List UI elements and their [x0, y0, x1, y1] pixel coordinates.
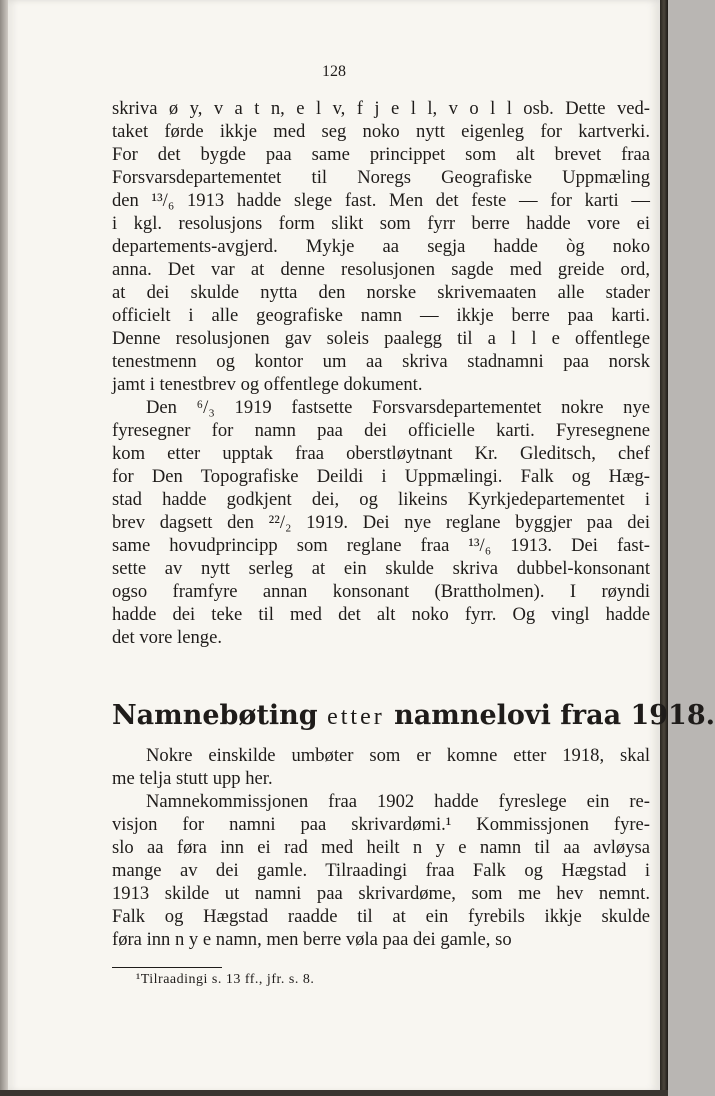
text-line: taket førde ikkje med seg noko nytt eigenleg for kartverki.: [112, 121, 650, 142]
text-line: mange av dei gamle. Tilraadingi fraa Falk og Hægstad i: [112, 860, 650, 881]
text-line: officielt i alle geografiske namn — ikkje berre paa karti.: [112, 305, 650, 326]
text-line: sette av nytt serleg at ein skulde skriva dubbel-konsonant: [112, 558, 650, 579]
paragraph-3: [112, 744, 650, 790]
text-line: stad hadde godkjent dei, og likeins Kyrkjedepartementet i: [112, 489, 650, 510]
heading-part-1: Namnebøting: [112, 700, 318, 731]
body-text-top: [112, 97, 650, 649]
text-line: brev dagsett den ²²/₂ 1919. Dei nye reglane byggjer paa dei: [112, 512, 650, 533]
page-bottom-edge: [0, 1090, 668, 1096]
book-spine-shadow: [660, 0, 668, 1096]
heading-part-3: namnelovi fraa 1918.: [394, 700, 715, 731]
footnote-divider: [112, 967, 222, 968]
text-line: i kgl. resolusjons form slikt som fyrr berre hadde vore ei: [112, 213, 650, 234]
text-line: ogso framfyre annan konsonant (Brattholmen). I røyndi: [112, 581, 650, 602]
text-line: føra inn n y e namn, men berre vøla paa dei gamle, so: [112, 929, 512, 950]
text-line: jamt i tenestbrev og offentlege dokument.: [112, 374, 423, 395]
paragraph-2: [112, 396, 650, 649]
text-line: 1913 skilde ut namni paa skrivardøme, som me hev nemnt.: [112, 883, 650, 904]
text-line: same hovudprincipp som reglane fraa ¹³/₆ 1913. Dei fast-: [112, 535, 650, 556]
section-heading: [112, 700, 715, 731]
page-left-edge: [0, 0, 8, 1096]
text-line: Forsvarsdepartementet til Noregs Geografiske Uppmæling: [112, 167, 650, 188]
text-line: den ¹³/₆ 1913 hadde slege fast. Men det feste — for karti —: [112, 190, 650, 211]
text-line: Denne resolusjonen gav soleis paalegg til a l l e offentlege: [112, 328, 650, 349]
text-line: Falk og Hægstad raadde til at ein fyrebils ikkje skulde: [112, 906, 650, 927]
text-line: visjon for namni paa skrivardømi.¹ Kommissjonen fyre-: [112, 814, 650, 835]
text-line: at dei skulde nytta den norske skrivemaaten alle stader: [112, 282, 650, 303]
text-line: fyresegner for namn paa dei officielle karti. Fyresegnene: [112, 420, 650, 441]
text-line: departements-avgjerd. Mykje aa segja hadde òg noko: [112, 236, 650, 257]
text-line: for Den Topografiske Deildi i Uppmælingi. Falk og Hæg-: [112, 466, 650, 487]
paragraph-1: [112, 97, 650, 396]
text-line: skriva ø y, v a t n, e l v, f j e l l, v o l l osb. Dette ved-: [112, 98, 650, 119]
text-line: Den ⁶/₃ 1919 fastsette Forsvarsdepartementet nokre nye: [146, 397, 650, 418]
body-text-section: [112, 744, 650, 951]
text-line: For det bygde paa same princippet som alt brevet fraa: [112, 144, 650, 165]
page-number: 128: [322, 63, 346, 80]
text-line: tenestmenn og kontor um aa skriva stadnamni paa norsk: [112, 351, 650, 372]
text-line: Nokre einskilde umbøter som er komne etter 1918, skal: [146, 745, 650, 766]
text-line: hadde dei teke til med det alt noko fyrr. Og vingl hadde: [112, 604, 650, 625]
text-line: slo aa føra inn ei rad med heilt n y e namn til aa avløysa: [112, 837, 650, 858]
paragraph-4: [112, 790, 650, 951]
text-line: kom etter upptak fraa oberstløytnant Kr. Gleditsch, chef: [112, 443, 650, 464]
heading-part-2: etter: [327, 704, 385, 730]
text-line: me telja stutt upp her.: [112, 768, 273, 789]
footnote: ¹Tilraadingi s. 13 ff., jfr. s. 8.: [136, 972, 315, 987]
text-line: anna. Det var at denne resolusjonen sagde med greide ord,: [112, 259, 650, 280]
text-line: Namnekommissjonen fraa 1902 hadde fyreslege ein re-: [146, 791, 650, 812]
text-line: det vore lenge.: [112, 627, 222, 648]
